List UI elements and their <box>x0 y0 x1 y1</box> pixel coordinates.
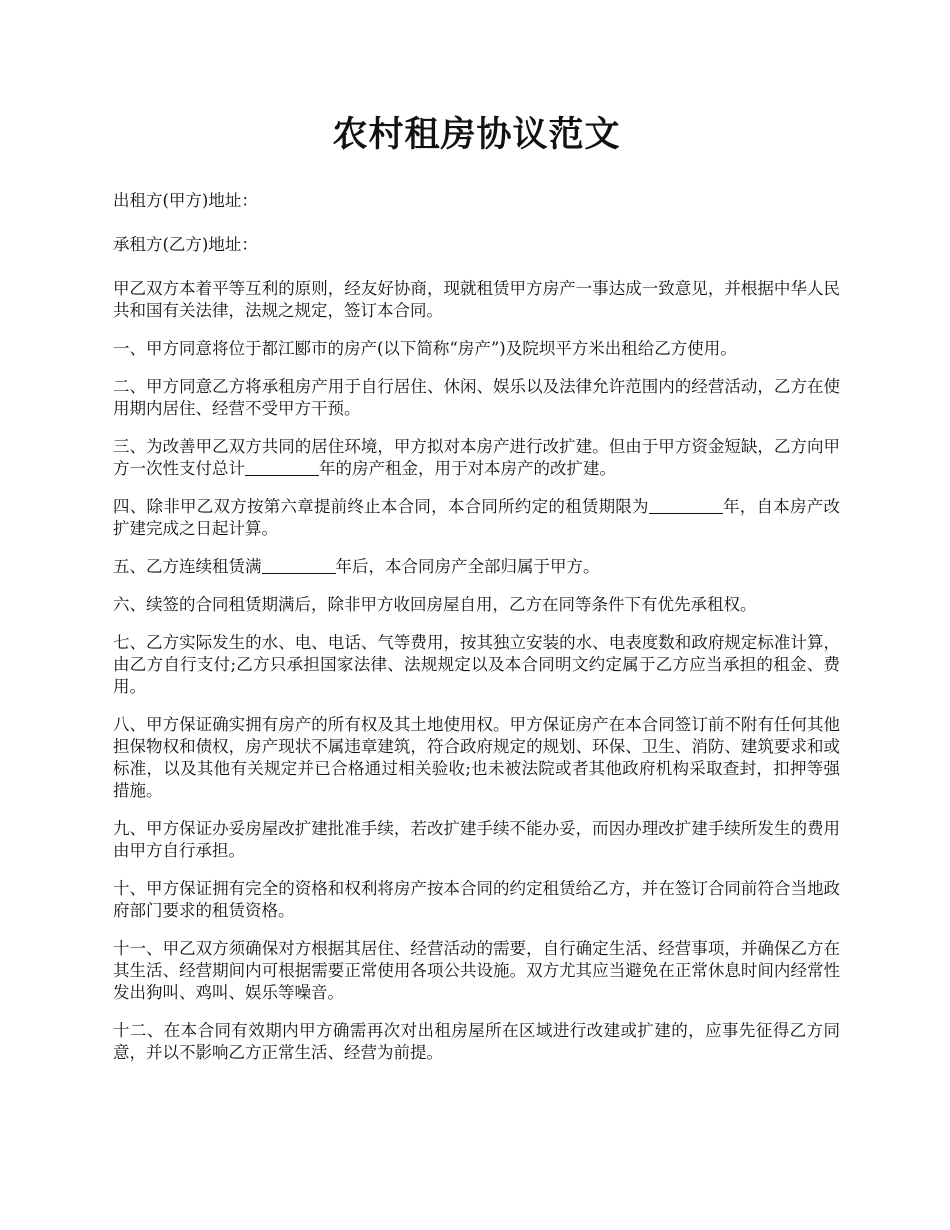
clause-10: 十、甲方保证拥有完全的资格和权利将房产按本合同的约定租赁给乙方，并在签订合同前符合当地政府部门要求的租赁资格。 <box>113 879 840 920</box>
lease-term-blank <box>649 497 723 514</box>
lessor-address-label: 出租方(甲方)地址： <box>113 191 258 210</box>
clause-3-text-a: 三、为改善甲乙双方共同的居住环境，甲方拟对本房产进行改扩建。但由于甲方资金短缺，乙方向甲方一次性支付总计 <box>113 437 840 478</box>
lessee-address-label: 承租方(乙方)地址： <box>113 235 258 254</box>
clause-2: 二、甲方同意乙方将承租房产用于自行居住、休闲、娱乐以及法律允许范围内的经营活动，乙方在使用期内居住、经营不受甲方干预。 <box>113 377 840 418</box>
clause-1: 一、甲方同意将位于都江郾市的房产(以下简称“房产”)及院坝平方米出租给乙方使用。 <box>113 339 737 358</box>
clause-5-text-b: 年后，本合同房产全部归属于甲方。 <box>335 557 600 576</box>
clause-4 <box>113 496 840 540</box>
clause-5-text-a: 五、乙方连续租赁满 <box>113 557 262 576</box>
clause-12: 十二、在本合同有效期内甲方确需再次对出租房屋所在区域进行改建或扩建的，应事先征得乙方同意，并以不影响乙方正常生活、经营为前提。 <box>113 1021 840 1062</box>
clause-4-text-a: 四、除非甲乙双方按第六章提前终止本合同，本合同所约定的租赁期限为 <box>113 497 649 516</box>
intro-paragraph: 甲乙双方本着平等互利的原则，经友好协商，现就租赁甲方房产一事达成一致意见，并根据中华人民共和国有关法律，法规之规定，签订本合同。 <box>113 279 840 320</box>
ownership-years-blank <box>262 557 336 574</box>
clause-5 <box>113 556 840 578</box>
clause-7: 七、乙方实际发生的水、电、电话、气等费用，按其独立安装的水、电表度数和政府规定标准计算，由乙方自行支付;乙方只承担国家法律、法规规定以及本合同明文约定属于乙方应当承担的租金、费用。 <box>113 633 840 696</box>
clause-6: 六、续签的合同租赁期满后，除非甲方收回房屋自用，乙方在同等条件下有优先承租权。 <box>113 595 757 614</box>
rent-years-blank <box>245 459 319 476</box>
document-title: 农村租房协议范文 <box>332 114 621 155</box>
clause-11: 十一、甲乙双方须确保对方根据其居住、经营活动的需要，自行确定生活、经营事项，并确保乙方在其生活、经营期间内可根据需要正常使用各项公共设施。双方尤其应当避免在正常休息时间内经常性发出狗叫、鸡叫、娱乐等噪音。 <box>113 939 840 1002</box>
clause-9: 九、甲方保证办妥房屋改扩建批准手续，若改扩建手续不能办妥，而因办理改扩建手续所发生的费用由甲方自行承担。 <box>113 819 840 860</box>
clause-3-text-b: 年的房产租金，用于对本房产的改扩建。 <box>319 459 616 478</box>
clause-4-text-b: 年，自本房产改扩建完成之日起计算。 <box>113 497 841 538</box>
clause-3 <box>113 436 840 480</box>
clause-8: 八、甲方保证确实拥有房产的所有权及其土地使用权。甲方保证房产在本合同签订前不附有任何其他担保物权和债权，房产现状不属违章建筑，符合政府规定的规划、环保、卫生、消防、建筑要求和或标准，以及其他有关规定并已合格通过相关验收;也未被法院或者其他政府机构采取查封，扣押等强措施。 <box>113 715 840 800</box>
